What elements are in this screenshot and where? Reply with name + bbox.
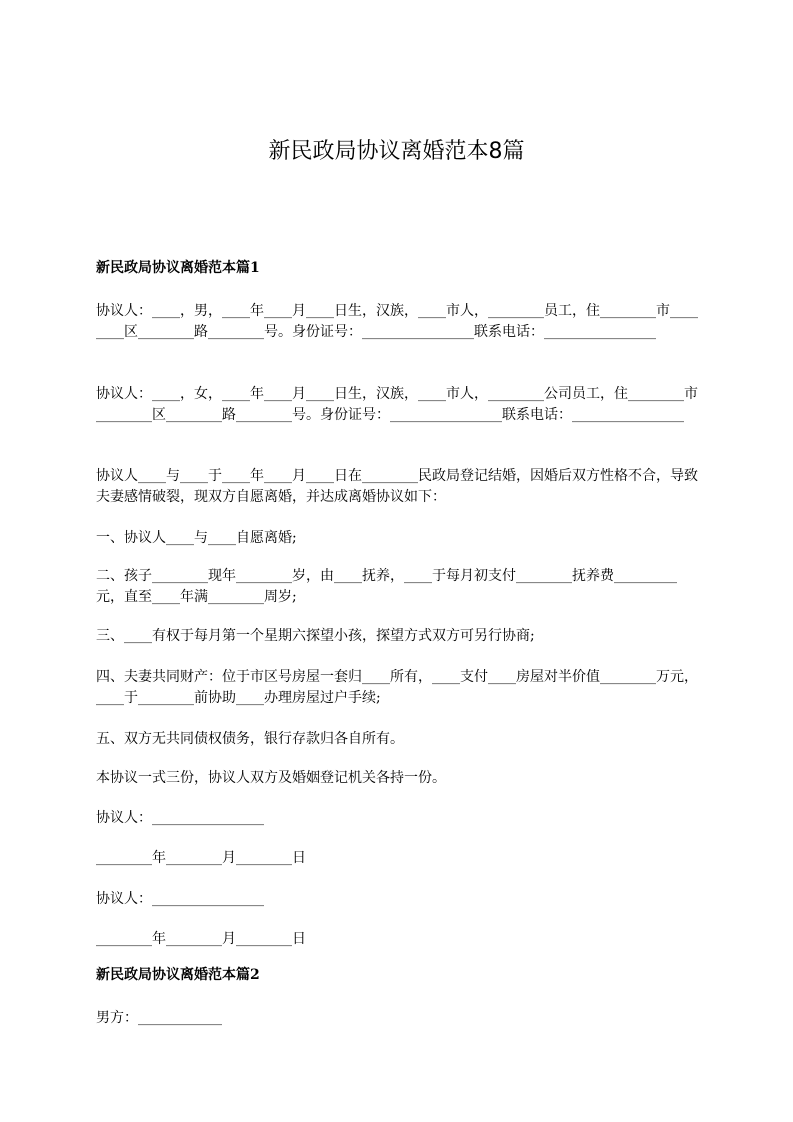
section-heading-2: 新民政局协议离婚范本篇2 <box>96 967 260 983</box>
paragraph-marriage-statement: 协议人____与____于____年____月____日在________民政局登记结婚，因婚后双方性格不合，导致夫妻感情破裂，现双方自愿离婚，并达成离婚协议如下： <box>96 468 698 505</box>
clause-4: 四、夫妻共同财产：位于市区号房屋一套归____所有，____支付____房屋对半价值________万元，____于________前协助____办理房屋过户手续; <box>96 669 698 706</box>
signature-line-2: 协议人：________________ <box>96 891 264 907</box>
paragraph-party-male: 协议人：____，男，____年____月____日生，汉族，____市人，________员工，住________市________区________路________号。身份证号：________________联系电话：________________ <box>96 303 698 340</box>
document-title: 新民政局协议离婚范本8篇 <box>268 139 525 164</box>
clause-3: 三、____有权于每月第一个星期六探望小孩，探望方式双方可另行协商; <box>96 628 535 644</box>
signature-line-1: 协议人：________________ <box>96 810 264 826</box>
clause-5: 五、双方无共同债权债务，银行存款归各自所有。 <box>96 731 404 747</box>
clause-1: 一、协议人____与____自愿离婚; <box>96 530 297 546</box>
clause-2: 二、孩子________现年________岁，由____抚养，____于每月初支付________抚养费_________元，直至____年满________周岁; <box>96 568 677 605</box>
copies-statement: 本协议一式三份，协议人双方及婚姻登记机关各持一份。 <box>96 770 446 786</box>
date-line-1: ________年________月________日 <box>96 850 306 866</box>
date-line-2: ________年________月________日 <box>96 931 306 947</box>
section-heading-1: 新民政局协议离婚范本篇1 <box>96 260 260 276</box>
paragraph-party-female: 协议人：____，女，____年____月____日生，汉族，____市人，________公司员工，住________市________区________路________号。身份证号：________________联系电话：________________ <box>96 386 698 423</box>
paragraph-male-party: 男方：____________ <box>96 1010 222 1026</box>
